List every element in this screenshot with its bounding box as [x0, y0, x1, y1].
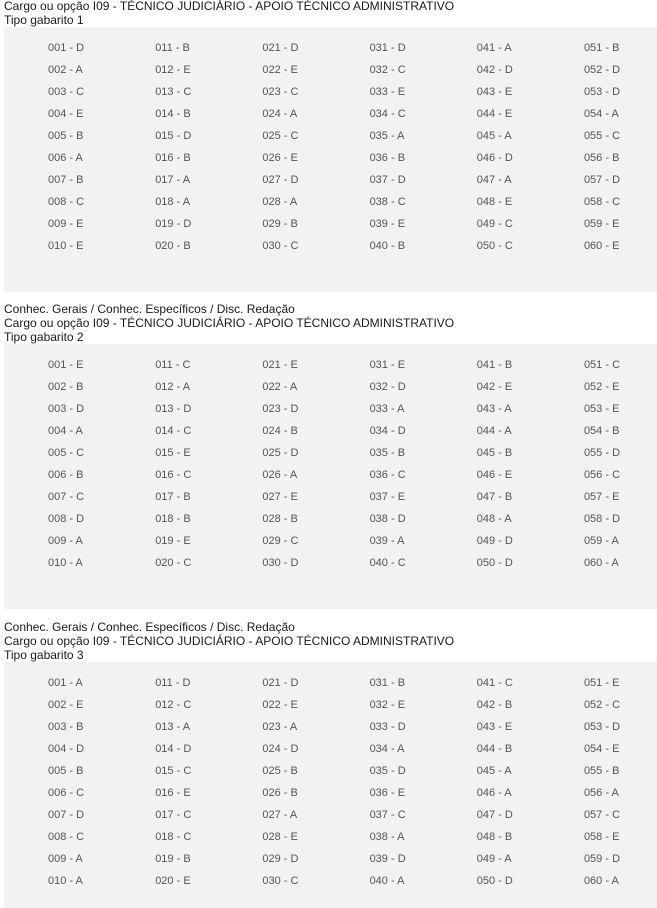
answer-item: 055 - B — [583, 765, 620, 777]
answer-item: 006 - B — [48, 469, 84, 481]
answer-item: 022 - E — [262, 699, 298, 711]
answer-item: 033 - D — [369, 721, 406, 733]
answer-item: 036 - B — [369, 152, 406, 164]
answer-item: 003 - D — [48, 403, 85, 415]
answer-item: 021 - D — [262, 42, 299, 54]
answer-item: 009 - E — [48, 218, 84, 230]
answer-item: 030 - D — [262, 557, 299, 569]
answer-item: 055 - D — [583, 447, 621, 459]
answer-item: 025 - C — [262, 130, 299, 142]
answer-item: 050 - D — [476, 875, 513, 887]
section-1-cargo-line: Cargo ou opção I09 - TÉCNICO JUDICIÁRIO - APOIO TÉCNICO ADMINISTRATIVO — [4, 0, 455, 13]
answer-item: 033 - A — [369, 403, 405, 415]
section-2-answers-grid — [48, 357, 657, 577]
answer-item: 018 - A — [155, 196, 191, 208]
section-2-answers-panel — [4, 344, 657, 609]
answer-item: 015 - C — [155, 765, 192, 777]
answer-item: 001 - D — [48, 42, 85, 54]
answer-item: 013 - A — [155, 721, 191, 733]
gabarito-section-3 — [4, 620, 657, 908]
answer-item: 054 - E — [583, 743, 620, 755]
answer-item: 046 - E — [476, 469, 513, 481]
answer-item: 003 - B — [48, 721, 84, 733]
answer-item: 013 - C — [155, 86, 192, 98]
answer-item: 032 - D — [369, 381, 406, 393]
section-1-answers-grid — [48, 40, 657, 260]
answer-item: 017 - B — [155, 491, 191, 503]
answer-item: 023 - D — [262, 403, 299, 415]
answer-item: 029 - D — [262, 853, 299, 865]
answer-item: 017 - A — [155, 174, 191, 186]
answer-item: 045 - A — [476, 765, 512, 777]
answer-item: 016 - C — [155, 469, 192, 481]
answer-item: 060 - A — [583, 557, 619, 569]
answer-item: 038 - A — [369, 831, 405, 843]
answer-item: 041 - C — [476, 677, 513, 689]
answer-item: 023 - C — [262, 86, 299, 98]
answer-item: 046 - D — [476, 152, 513, 164]
answer-item: 055 - C — [583, 130, 621, 142]
answer-item: 047 - D — [476, 809, 513, 821]
answer-item: 044 - A — [476, 425, 512, 437]
gabarito-section-1 — [4, 0, 657, 292]
section-1-tipo-line: Tipo gabarito 1 — [4, 13, 84, 27]
answer-item: 012 - A — [155, 381, 191, 393]
answer-item: 002 - A — [48, 64, 83, 76]
answer-item: 013 - D — [155, 403, 192, 415]
answer-item: 014 - B — [155, 108, 191, 120]
answer-item: 005 - B — [48, 765, 84, 777]
answer-item: 027 - D — [262, 174, 299, 186]
section-3-cargo-line: Cargo ou opção I09 - TÉCNICO JUDICIÁRIO - APOIO TÉCNICO ADMINISTRATIVO — [4, 634, 455, 648]
answer-item: 026 - A — [262, 469, 298, 481]
answer-item: 016 - E — [155, 787, 191, 799]
answer-item: 042 - E — [476, 381, 513, 393]
answer-item: 034 - C — [369, 108, 406, 120]
answer-item: 007 - D — [48, 809, 85, 821]
answer-item: 037 - C — [369, 809, 406, 821]
answer-item: 005 - C — [48, 447, 85, 459]
answer-item: 041 - B — [476, 359, 513, 371]
answer-item: 022 - A — [262, 381, 298, 393]
answer-item: 036 - C — [369, 469, 406, 481]
answer-item: 051 - B — [583, 42, 620, 54]
answer-item: 011 - C — [155, 359, 191, 371]
answer-item: 020 - C — [155, 557, 192, 569]
answer-item: 049 - D — [476, 535, 513, 547]
answer-item: 052 - E — [583, 381, 620, 393]
answer-item: 051 - E — [583, 677, 620, 689]
answer-item: 044 - E — [476, 108, 513, 120]
answer-item: 005 - B — [48, 130, 84, 142]
answer-item: 016 - B — [155, 152, 191, 164]
answer-item: 001 - A — [48, 677, 83, 689]
answer-item: 050 - C — [476, 240, 513, 252]
answer-item: 037 - E — [369, 491, 406, 503]
answer-item: 030 - C — [262, 875, 299, 887]
answer-item: 015 - D — [155, 130, 192, 142]
answer-item: 032 - E — [369, 699, 406, 711]
answer-item: 040 - B — [369, 240, 406, 252]
answer-item: 039 - E — [369, 218, 406, 230]
answer-item: 002 - E — [48, 699, 84, 711]
answer-item: 039 - A — [369, 535, 405, 547]
answer-item: 011 - B — [155, 42, 190, 54]
answer-item: 040 - C — [369, 557, 406, 569]
answer-item: 042 - D — [476, 64, 513, 76]
answer-item: 001 - E — [48, 359, 84, 371]
answer-item: 019 - E — [155, 535, 191, 547]
answer-item: 047 - A — [476, 174, 512, 186]
answer-item: 009 - A — [48, 535, 83, 547]
answer-item: 021 - D — [262, 677, 299, 689]
answer-item: 054 - B — [583, 425, 620, 437]
answer-item: 033 - E — [369, 86, 406, 98]
answer-item: 019 - D — [155, 218, 192, 230]
answer-item: 004 - E — [48, 108, 84, 120]
answer-item: 026 - B — [262, 787, 298, 799]
answer-item: 049 - A — [476, 853, 512, 865]
section-2-cargo-line: Cargo ou opção I09 - TÉCNICO JUDICIÁRIO - APOIO TÉCNICO ADMINISTRATIVO — [4, 316, 455, 330]
answer-item: 059 - E — [583, 218, 620, 230]
answer-item: 047 - B — [476, 491, 513, 503]
answer-item: 037 - D — [369, 174, 406, 186]
answer-item: 014 - D — [155, 743, 192, 755]
answer-item: 024 - D — [262, 743, 299, 755]
section-2-subjects-line: Conhec. Gerais / Conhec. Específicos / Disc. Redação — [4, 302, 295, 316]
answer-item: 059 - D — [583, 853, 621, 865]
answer-item: 058 - E — [583, 831, 620, 843]
section-3-tipo-line: Tipo gabarito 3 — [4, 648, 84, 662]
answer-item: 057 - C — [583, 809, 621, 821]
answer-item: 008 - C — [48, 831, 85, 843]
answer-item: 032 - C — [369, 64, 406, 76]
answer-item: 048 - E — [476, 196, 513, 208]
answer-item: 049 - C — [476, 218, 513, 230]
answer-item: 056 - B — [583, 152, 620, 164]
answer-item: 034 - A — [369, 743, 405, 755]
answer-item: 052 - C — [583, 699, 621, 711]
answer-item: 052 - D — [583, 64, 621, 76]
section-2-tipo-line: Tipo gabarito 2 — [4, 330, 84, 344]
answer-item: 021 - E — [262, 359, 298, 371]
answer-item: 008 - C — [48, 196, 85, 208]
answer-item: 028 - E — [262, 831, 298, 843]
answer-item: 019 - B — [155, 853, 191, 865]
section-3-answers-grid — [48, 675, 657, 895]
answer-item: 050 - D — [476, 557, 513, 569]
answer-item: 024 - A — [262, 108, 298, 120]
answer-item: 053 - D — [583, 721, 621, 733]
answer-item: 041 - A — [476, 42, 512, 54]
answer-item: 026 - E — [262, 152, 298, 164]
answer-item: 060 - E — [583, 240, 620, 252]
answer-item: 054 - A — [583, 108, 619, 120]
answer-item: 020 - B — [155, 240, 191, 252]
answer-item: 060 - A — [583, 875, 619, 887]
answer-item: 057 - E — [583, 491, 620, 503]
answer-item: 038 - C — [369, 196, 406, 208]
answer-item: 042 - B — [476, 699, 513, 711]
answer-item: 051 - C — [583, 359, 621, 371]
answer-item: 044 - B — [476, 743, 513, 755]
answer-item: 027 - E — [262, 491, 298, 503]
answer-item: 031 - D — [369, 42, 406, 54]
answer-item: 007 - C — [48, 491, 85, 503]
answer-item: 012 - E — [155, 64, 191, 76]
answer-item: 004 - D — [48, 743, 85, 755]
answer-item: 025 - B — [262, 765, 298, 777]
answer-item: 043 - E — [476, 721, 513, 733]
answer-item: 007 - B — [48, 174, 84, 186]
answer-item: 011 - D — [155, 677, 191, 689]
answer-item: 014 - C — [155, 425, 192, 437]
answer-item: 040 - A — [369, 875, 405, 887]
answer-item: 004 - A — [48, 425, 83, 437]
answer-item: 028 - B — [262, 513, 298, 525]
answer-item: 039 - D — [369, 853, 406, 865]
answer-item: 010 - E — [48, 240, 84, 252]
section-3-subjects-line: Conhec. Gerais / Conhec. Específicos / Disc. Redação — [4, 620, 295, 634]
answer-item: 022 - E — [262, 64, 298, 76]
answer-item: 034 - D — [369, 425, 406, 437]
answer-item: 010 - A — [48, 875, 83, 887]
answer-item: 056 - C — [583, 469, 621, 481]
answer-item: 045 - B — [476, 447, 513, 459]
answer-item: 027 - A — [262, 809, 298, 821]
answer-item: 003 - C — [48, 86, 85, 98]
answer-item: 029 - B — [262, 218, 298, 230]
answer-item: 018 - C — [155, 831, 192, 843]
answer-item: 043 - A — [476, 403, 512, 415]
answer-item: 045 - A — [476, 130, 512, 142]
answer-item: 028 - A — [262, 196, 298, 208]
section-3-answers-panel — [4, 662, 657, 908]
answer-item: 015 - E — [155, 447, 191, 459]
answer-item: 020 - E — [155, 875, 191, 887]
answer-item: 046 - A — [476, 787, 512, 799]
answer-item: 056 - A — [583, 787, 619, 799]
answer-item: 038 - D — [369, 513, 406, 525]
answer-item: 035 - B — [369, 447, 406, 459]
section-1-answers-panel — [4, 27, 657, 292]
answer-item: 048 - A — [476, 513, 512, 525]
answer-item: 057 - D — [583, 174, 621, 186]
answer-item: 053 - E — [583, 403, 620, 415]
gabarito-section-2 — [4, 302, 657, 609]
answer-item: 058 - C — [583, 196, 621, 208]
answer-item: 043 - E — [476, 86, 513, 98]
answer-item: 030 - C — [262, 240, 299, 252]
answer-item: 024 - B — [262, 425, 298, 437]
answer-item: 008 - D — [48, 513, 85, 525]
answer-item: 002 - B — [48, 381, 84, 393]
answer-item: 035 - D — [369, 765, 406, 777]
answer-item: 012 - C — [155, 699, 192, 711]
answer-item: 035 - A — [369, 130, 405, 142]
answer-item: 023 - A — [262, 721, 298, 733]
answer-item: 048 - B — [476, 831, 513, 843]
answer-item: 018 - B — [155, 513, 191, 525]
answer-item: 036 - E — [369, 787, 406, 799]
answer-item: 010 - A — [48, 557, 83, 569]
answer-item: 017 - C — [155, 809, 192, 821]
answer-item: 031 - E — [369, 359, 406, 371]
answer-item: 053 - D — [583, 86, 621, 98]
answer-item: 006 - C — [48, 787, 85, 799]
answer-item: 029 - C — [262, 535, 299, 547]
answer-item: 025 - D — [262, 447, 299, 459]
answer-item: 031 - B — [369, 677, 406, 689]
answer-item: 059 - A — [583, 535, 619, 547]
answer-item: 006 - A — [48, 152, 83, 164]
answer-item: 058 - D — [583, 513, 621, 525]
answer-item: 009 - A — [48, 853, 83, 865]
